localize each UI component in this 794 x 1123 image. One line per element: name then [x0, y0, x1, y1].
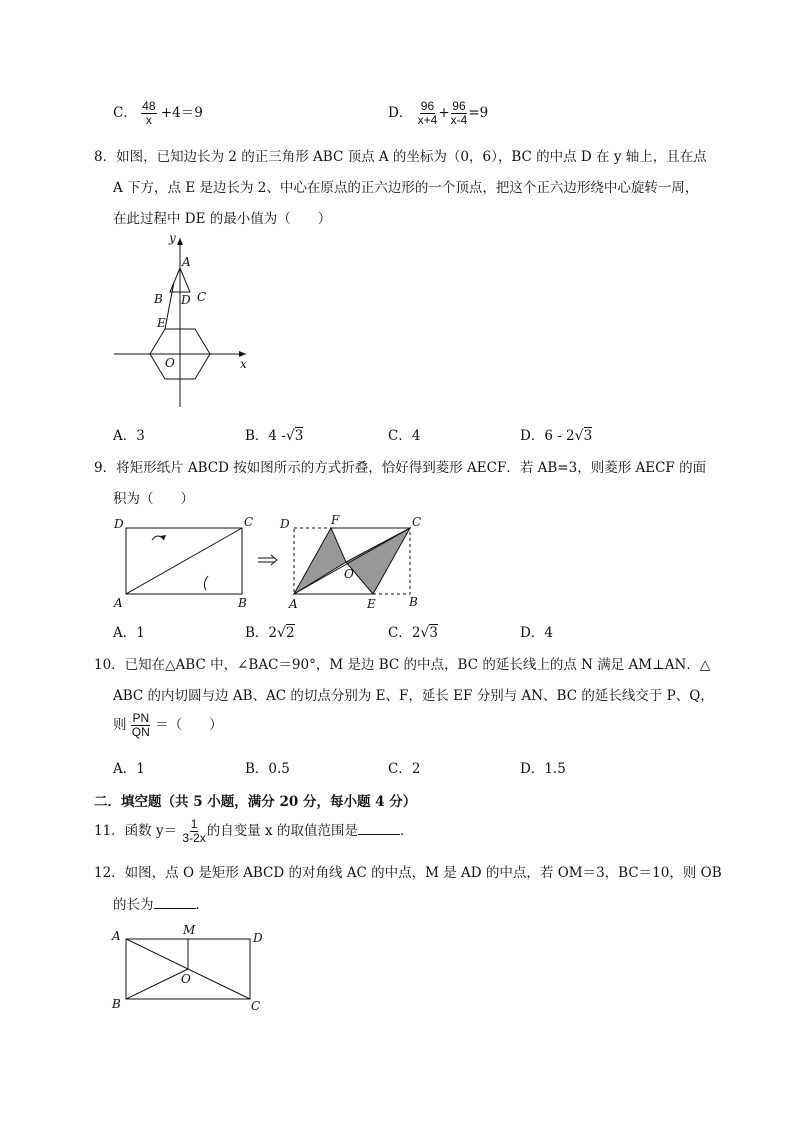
label-e: E — [157, 316, 166, 330]
q10-option-c: C．2 — [388, 761, 421, 777]
label-o: O — [165, 356, 175, 370]
q10-fraction: $\frac{PN}{QN}$ — [131, 711, 150, 739]
q7-d-fraction-2: $\frac{96}{x-4}$ — [450, 99, 468, 127]
q8-option-a: A．3 — [113, 428, 145, 444]
q7-option-c: C． $\frac{48}{x}$ +4＝9 — [113, 99, 203, 127]
q12-line-2: 的长为 ． — [113, 897, 209, 913]
q10-line-3: 则 $\frac{PN}{QN}$ ＝（ ） — [113, 711, 223, 739]
diagonal-ac-right — [294, 528, 410, 594]
q11: 11．函数 y＝ $\frac{1}{3-2x}$ 的自变量 x 的取值范围是 ． — [94, 817, 414, 845]
q7-c-fraction: $\frac{48}{x}$ — [142, 99, 156, 127]
q12-label-a: A — [112, 929, 121, 943]
q9-option-a: A．1 — [113, 625, 145, 641]
q9-line-2: 积为（ ） — [113, 491, 194, 507]
q9-option-d: D．4 — [520, 625, 553, 641]
right-label-f: F — [331, 513, 340, 527]
label-a: A — [182, 255, 191, 269]
right-label-b: B — [409, 595, 418, 609]
transform-arrowhead — [271, 555, 277, 565]
q12-label-o: O — [181, 972, 191, 986]
segment-e — [165, 282, 174, 329]
right-label-c: C — [412, 515, 422, 529]
section-title-fill-in: 二．填空题（共 5 小题，满分 20 分，每小题 4 分） — [94, 794, 417, 810]
q12-label-b: B — [112, 997, 121, 1011]
q9-option-b: B．2√2 — [245, 625, 295, 641]
q12-label-m: M — [183, 923, 196, 937]
q10-option-d: D．1.5 — [520, 761, 566, 777]
q10-line-1: 10．已知在△ABC 中，∠BAC＝90°，M 是边 BC 的中点，BC 的延长线上的点 N 满足 AM⊥AN．△ — [94, 657, 711, 673]
q7-d-fraction-1: $\frac{96}{x+4}$ — [417, 99, 438, 127]
y-axis-arrow — [177, 238, 183, 245]
q10-line-2: ABC 的内切圆与边 AB、AC 的切点分别为 E、F，延长 EF 分别与 AN、BC 的延长线交于 P、Q， — [113, 688, 714, 704]
right-label-o: O — [344, 567, 354, 581]
left-label-c: C — [244, 515, 254, 529]
shaded-triangle-right — [346, 528, 410, 594]
left-label-d: D — [114, 517, 124, 531]
label-x: x — [240, 357, 247, 371]
right-label-d: D — [280, 517, 290, 531]
shaded-triangle-left — [294, 528, 346, 594]
right-label-e: E — [367, 597, 376, 611]
q11-fraction: $\frac{1}{3-2x}$ — [182, 817, 206, 845]
q12-line-1: 12．如图，点 O 是矩形 ABCD 的对角线 AC 的中点，M 是 AD 的中点，若 OM＝3，BC＝10，则 OB — [94, 865, 722, 881]
q7-option-d: D． $\frac{96}{x+4}$ + $\frac{96}{x-4}$ =9 — [388, 99, 489, 127]
q8-option-b: B．4 -√3 — [245, 428, 304, 444]
q9-figure — [108, 510, 438, 612]
label-b: B — [154, 292, 163, 306]
q12-figure — [108, 922, 268, 1014]
right-label-a: A — [289, 597, 298, 611]
q8-line-1: 8．如图，已知边长为 2 的正三角形 ABC 顶点 A 的坐标为（0，6），BC 的中点 D 在 y 轴上，且在点 — [94, 149, 707, 165]
q9-line-1: 9．将矩形纸片 ABCD 按如图所示的方式折叠，恰好得到菱形 AECF．若 AB=3，则菱形 AECF 的面 — [94, 460, 707, 476]
label-y: y — [169, 232, 176, 245]
q12-label-c: C — [251, 999, 261, 1013]
q10-option-b: B．0.5 — [245, 761, 290, 777]
q8-line-3: 在此过程中 DE 的最小值为（ ） — [113, 211, 332, 227]
segment-ob — [126, 969, 188, 999]
q8-figure — [108, 232, 258, 412]
label-c: C — [197, 290, 207, 304]
q8-line-2: A 下方，点 E 是边长为 2、中心在原点的正六边形的一个顶点，把这个正六边形绕中心旋转一周， — [113, 180, 699, 196]
diagonal-ac — [126, 528, 242, 594]
q9-option-c: C．2√3 — [388, 625, 438, 641]
label-d: D — [181, 293, 191, 307]
fold-arrow-bottom — [204, 576, 208, 590]
q8-option-c: C．4 — [388, 428, 421, 444]
q12-label-d: D — [253, 931, 263, 945]
left-label-a: A — [114, 596, 123, 610]
q10-option-a: A．1 — [113, 761, 145, 777]
q11-answer-blank — [358, 822, 400, 835]
q12-answer-blank — [154, 896, 196, 909]
q8-option-d: D．6 - 2√3 — [520, 428, 593, 444]
left-label-b: B — [238, 596, 247, 610]
